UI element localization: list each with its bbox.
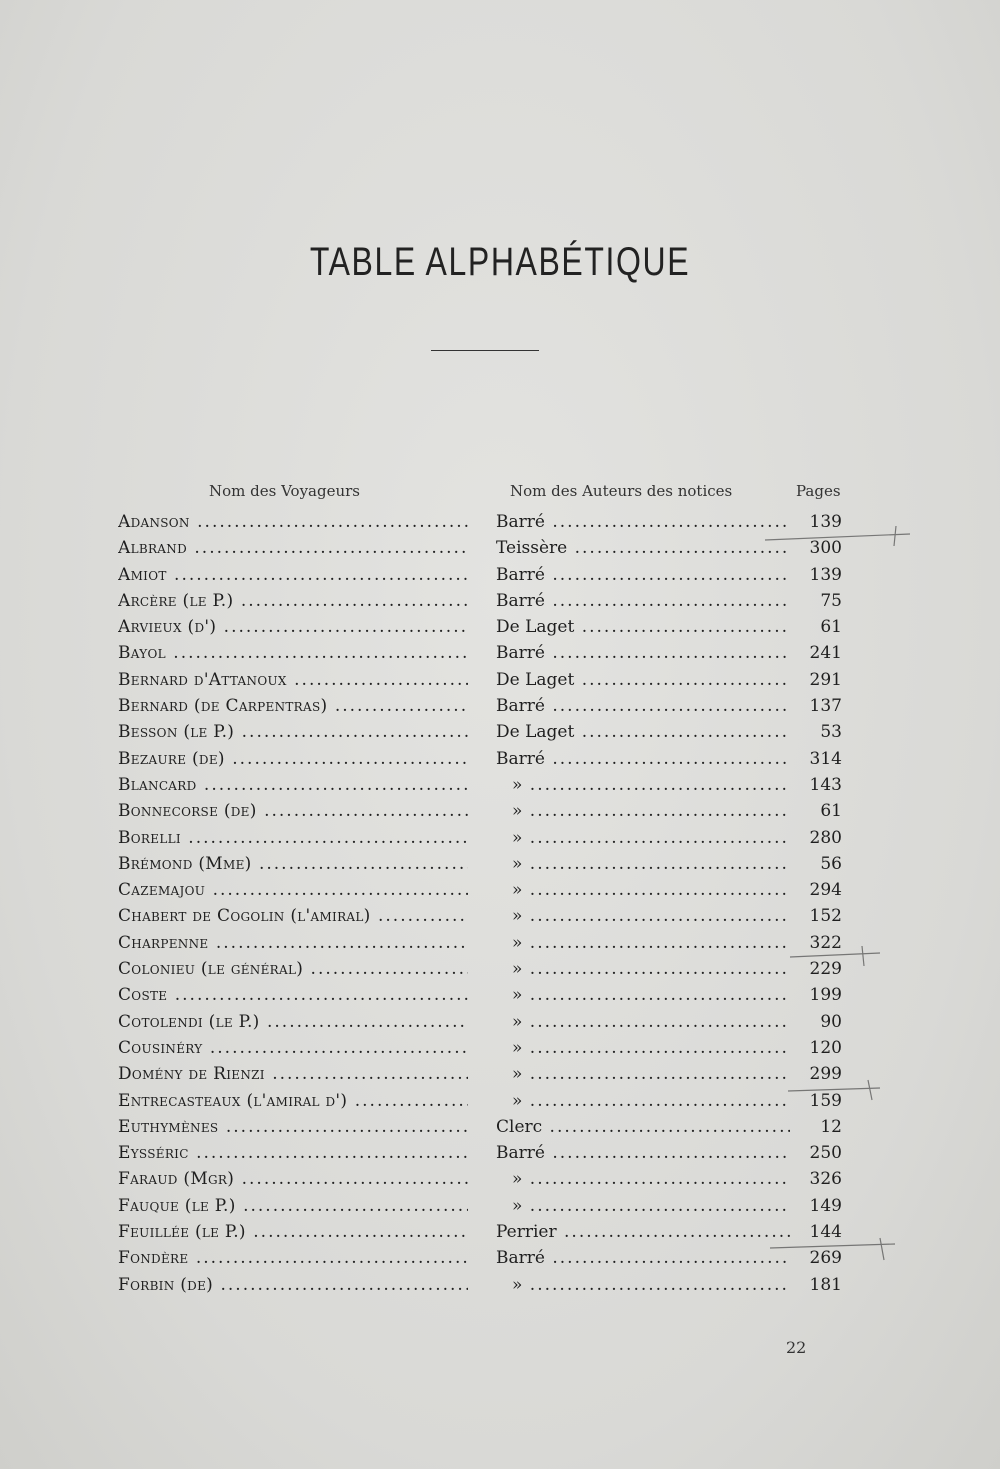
pencil-mark <box>788 1088 880 1091</box>
voyageur-name: Brémond (Mme) ..... <box>118 854 468 874</box>
auteur-name: Barré ..... <box>496 1248 790 1268</box>
auteur-name: » ..... <box>496 985 790 1005</box>
page-title: TABLE ALPHABÉTIQUE <box>309 240 691 284</box>
page-ref: 53 <box>820 722 842 743</box>
auteur-name: » ..... <box>496 1012 790 1032</box>
voyageur-name: Eysséric ..... <box>118 1143 468 1163</box>
auteur-name: De Laget ..... <box>496 722 790 742</box>
voyageur-name: Adanson ..... <box>118 512 468 532</box>
voyageur-name: Besson (le P.) ..... <box>118 722 468 742</box>
voyageur-name: Colonieu (le général) ..... <box>118 959 468 979</box>
page-ref: 250 <box>809 1143 842 1164</box>
auteur-name: » ..... <box>496 854 790 874</box>
auteur-name: Clerc ..... <box>496 1117 790 1137</box>
page-ref: 314 <box>809 748 842 769</box>
voyageur-name: Borelli ..... <box>118 828 468 848</box>
page-ref: 56 <box>820 853 842 874</box>
page-ref: 144 <box>809 1222 842 1243</box>
page-ref: 75 <box>820 590 842 611</box>
pencil-mark <box>765 534 910 540</box>
voyageur-name: Amiot ..... <box>118 565 468 585</box>
voyageur-name: Bayol ..... <box>118 643 468 663</box>
auteur-name: Barré ..... <box>496 749 790 769</box>
voyageur-name: Coste ..... <box>118 985 468 1005</box>
voyageur-name: Chabert de Cogolin (l'amiral) ..... <box>118 906 468 926</box>
auteur-name: Perrier ..... <box>496 1222 790 1242</box>
voyageur-name: Feuillée (le P.) ..... <box>118 1222 468 1242</box>
header-pages: Pages <box>796 482 841 500</box>
voyageur-name: Bernard (de Carpentras) ..... <box>118 696 468 716</box>
page-ref: 90 <box>820 1011 842 1032</box>
pencil-mark <box>770 1244 895 1248</box>
auteur-name: Barré ..... <box>496 696 790 716</box>
auteur-name: » ..... <box>496 1196 790 1216</box>
auteur-name: Teissère ..... <box>496 538 790 558</box>
voyageur-name: Cousinéry ..... <box>118 1038 468 1058</box>
page-ref: 12 <box>820 1116 842 1137</box>
voyageur-name: Arvieux (d') ..... <box>118 617 468 637</box>
pencil-mark <box>880 1238 884 1260</box>
page-ref: 269 <box>809 1248 842 1269</box>
page-number: 22 <box>786 1338 807 1357</box>
voyageur-name: Faraud (Mgr) ..... <box>118 1169 468 1189</box>
page-ref: 241 <box>809 643 842 664</box>
page-ref: 181 <box>809 1274 842 1295</box>
page-ref: 120 <box>809 1037 842 1058</box>
page-ref: 137 <box>809 696 842 717</box>
pencil-mark <box>868 1080 872 1100</box>
auteur-name: » ..... <box>496 1169 790 1189</box>
voyageur-name: Forbin (de) ..... <box>118 1275 468 1295</box>
page-ref: 326 <box>809 1169 842 1190</box>
voyageur-name: Bezaure (de) ..... <box>118 749 468 769</box>
page-ref: 300 <box>809 538 842 559</box>
voyageur-name: Fondère ..... <box>118 1248 468 1268</box>
auteur-name: » ..... <box>496 1064 790 1084</box>
header-voyageurs: Nom des Voyageurs <box>209 482 361 500</box>
auteur-name: Barré ..... <box>496 512 790 532</box>
auteur-name: Barré ..... <box>496 591 790 611</box>
pencil-mark <box>790 953 880 957</box>
auteur-name: Barré ..... <box>496 1143 790 1163</box>
voyageur-name: Bonnecorse (de) ..... <box>118 801 468 821</box>
auteur-name: » ..... <box>496 880 790 900</box>
page-ref: 149 <box>809 1195 842 1216</box>
auteur-name: De Laget ..... <box>496 670 790 690</box>
voyageur-name: Arcère (le P.) ..... <box>118 591 468 611</box>
auteur-name: » ..... <box>496 933 790 953</box>
auteur-name: Barré ..... <box>496 565 790 585</box>
page-ref: 322 <box>809 932 842 953</box>
voyageur-name: Domény de Rienzi ..... <box>118 1064 468 1084</box>
auteur-name: » ..... <box>496 1038 790 1058</box>
page-ref: 294 <box>809 880 842 901</box>
page-ref: 139 <box>809 564 842 585</box>
voyageur-name: Bernard d'Attanoux ..... <box>118 670 468 690</box>
pencil-mark <box>894 526 896 546</box>
page-ref: 139 <box>809 512 842 532</box>
page-ref: 143 <box>809 774 842 795</box>
voyageur-name: Albrand ..... <box>118 538 468 558</box>
auteur-name: » ..... <box>496 775 790 795</box>
auteur-name: » ..... <box>496 801 790 821</box>
page-ref: 61 <box>820 801 842 822</box>
auteur-name: Barré ..... <box>496 643 790 663</box>
voyageur-name: Blancard ..... <box>118 775 468 795</box>
page-ref: 229 <box>809 959 842 980</box>
auteur-name: » ..... <box>496 1091 790 1111</box>
auteur-name: » ..... <box>496 906 790 926</box>
voyageur-name: Cotolendi (le P.) ..... <box>118 1012 468 1032</box>
auteur-name: » ..... <box>496 959 790 979</box>
pencil-mark <box>862 946 864 966</box>
page-ref: 299 <box>809 1064 842 1085</box>
auteur-name: De Laget ..... <box>496 617 790 637</box>
page-ref: 291 <box>809 669 842 690</box>
page-ref: 152 <box>809 906 842 927</box>
voyageur-name: Charpenne ..... <box>118 933 468 953</box>
page-ref: 280 <box>809 827 842 848</box>
header-auteurs: Nom des Auteurs des notices <box>510 482 733 500</box>
auteur-name: » ..... <box>496 828 790 848</box>
page-ref: 61 <box>820 617 842 638</box>
voyageur-name: Cazemajou ..... <box>118 880 468 900</box>
voyageur-name: Fauque (le P.) ..... <box>118 1196 468 1216</box>
voyageur-name: Euthymènes ..... <box>118 1117 468 1137</box>
auteur-name: » ..... <box>496 1275 790 1295</box>
voyageur-name: Entrecasteaux (l'amiral d') ..... <box>118 1091 468 1111</box>
page-ref: 199 <box>809 985 842 1006</box>
page-ref: 159 <box>809 1090 842 1111</box>
